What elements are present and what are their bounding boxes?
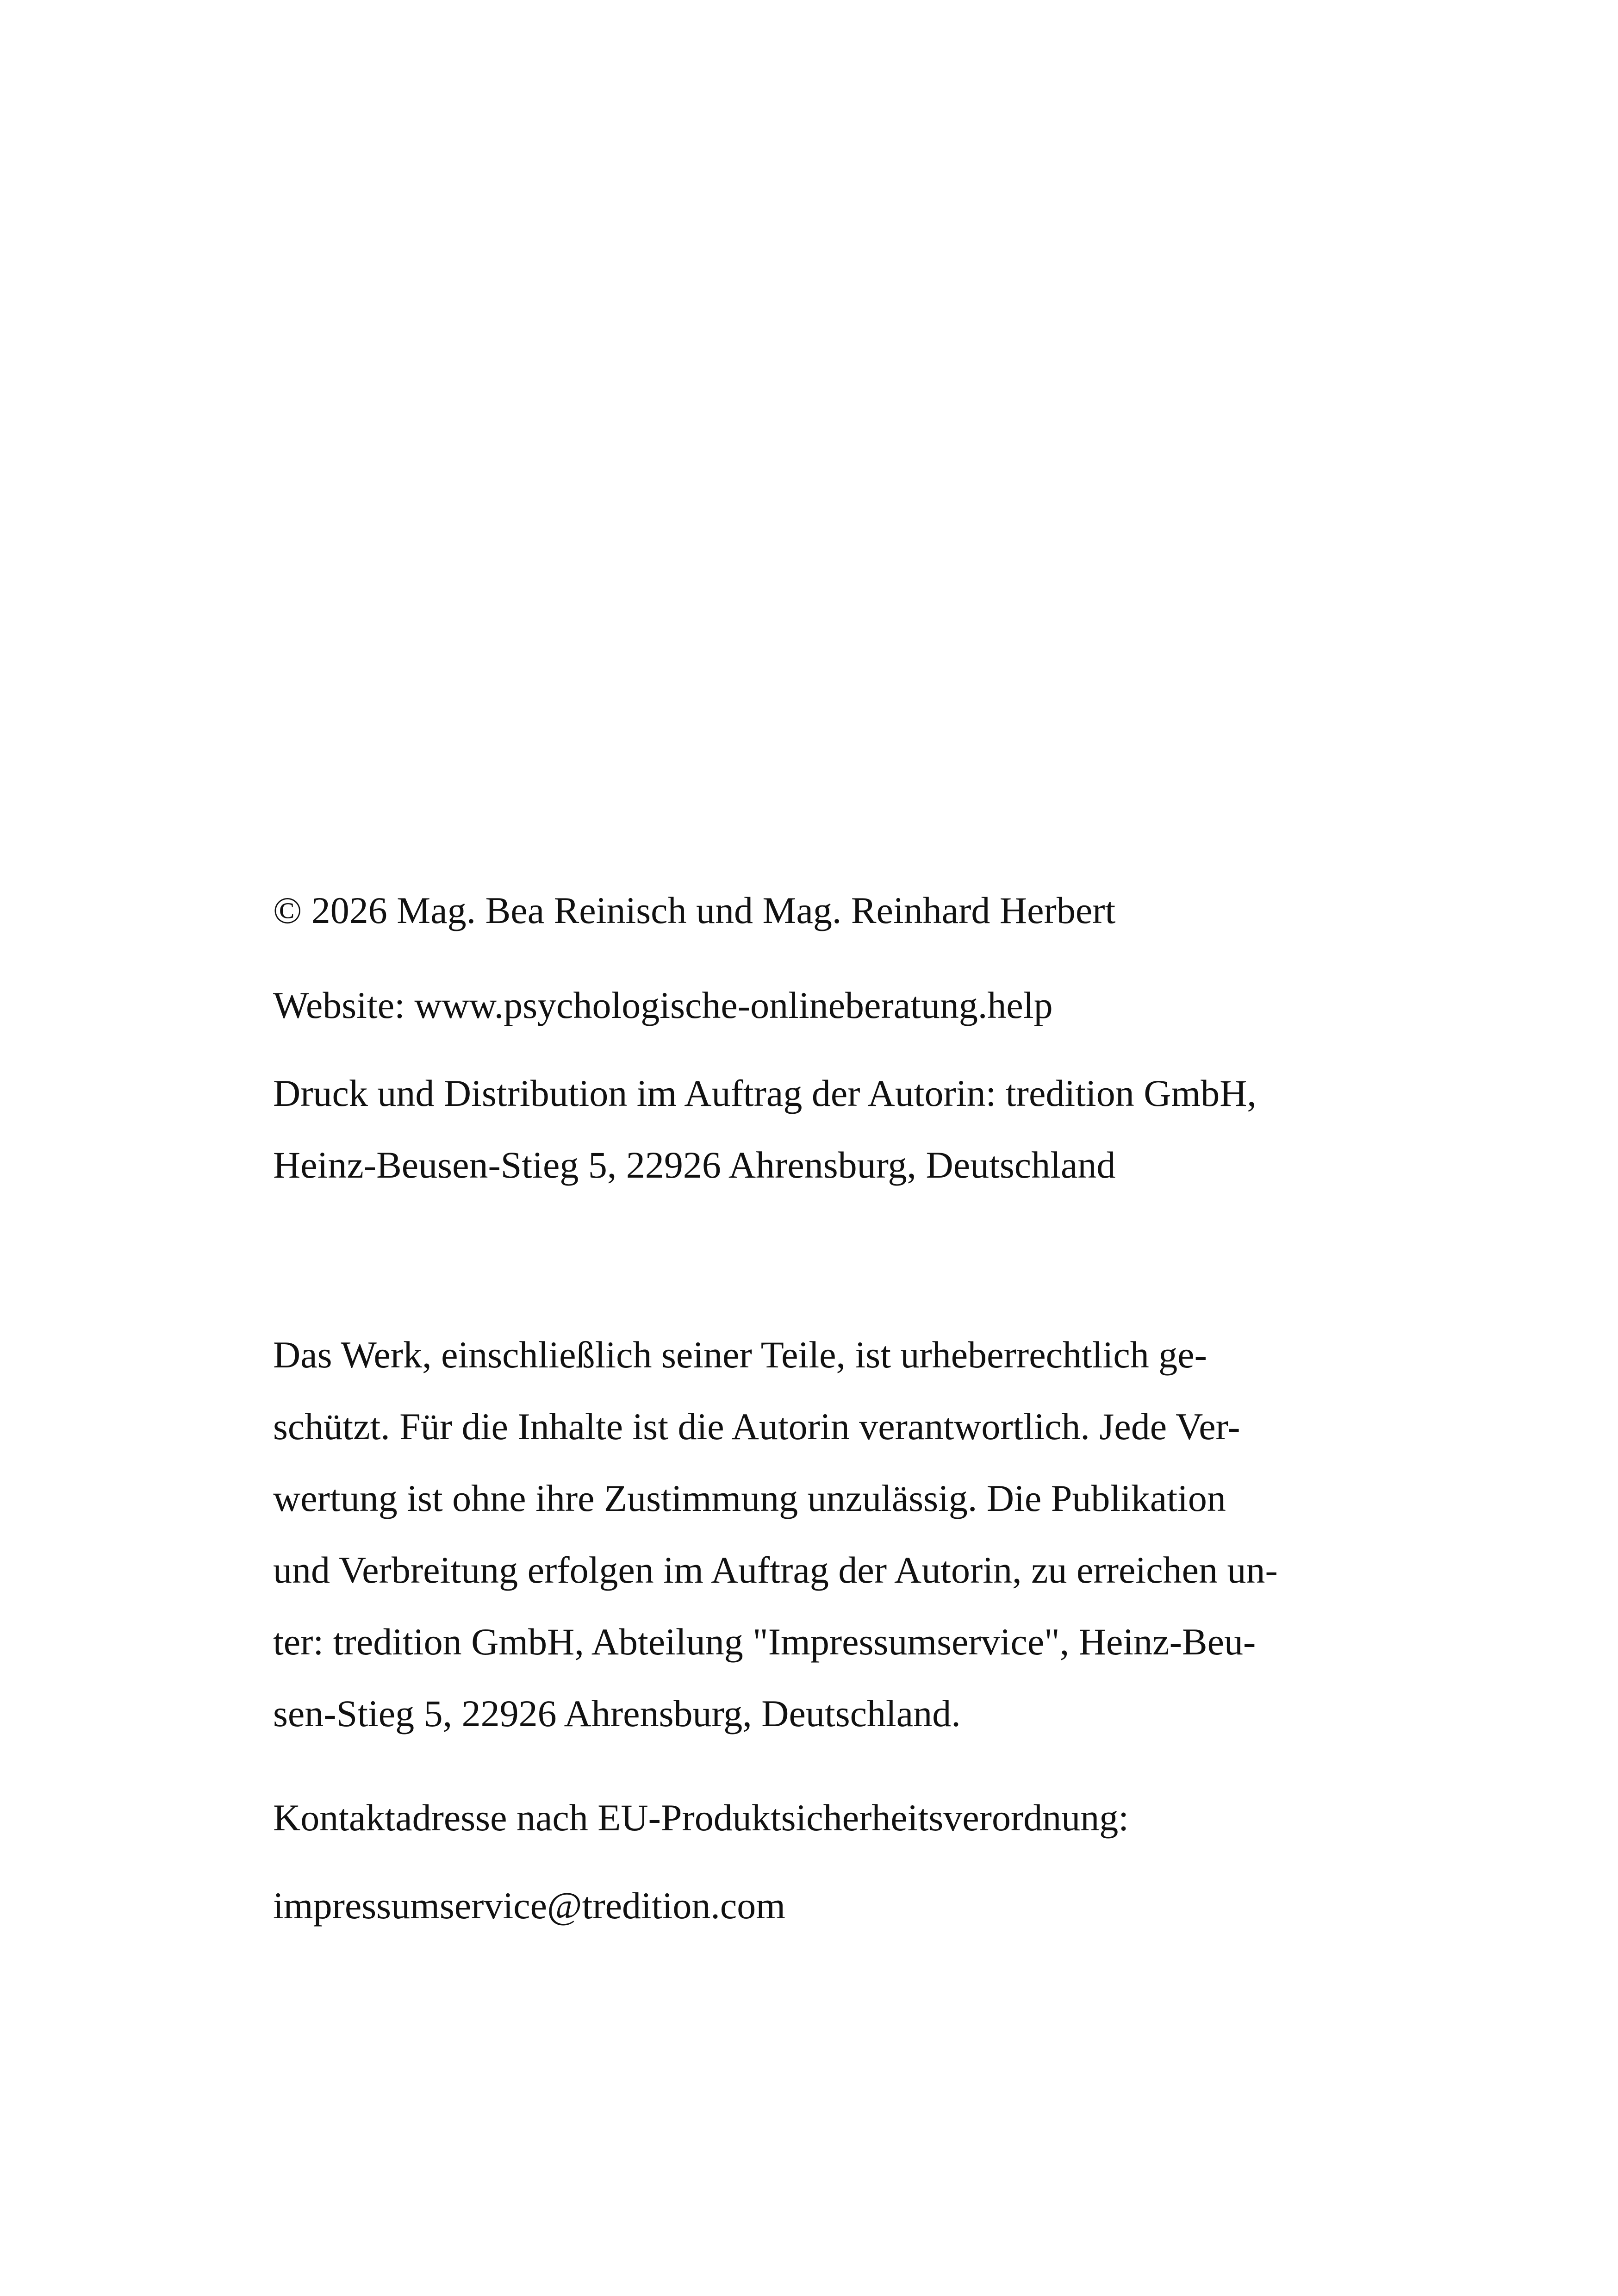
- legal-line: schützt. Für die Inhalte ist die Autorin verantwortlich. Jede Ver-: [273, 1405, 1240, 1447]
- printing-line-2: Heinz-Beusen-Stieg 5, 22926 Ahrensburg, Deutschland: [273, 1144, 1116, 1186]
- website-line: Website: www.psychologische-onlineberatung.help: [273, 984, 1053, 1026]
- copyright-line: © 2026 Mag. Bea Reinisch und Mag. Reinhard Herbert: [273, 889, 1116, 931]
- legal-line: sen-Stieg 5, 22926 Ahrensburg, Deutschland.: [273, 1692, 961, 1734]
- legal-line: Das Werk, einschließlich seiner Teile, ist urheberrechtlich ge-: [273, 1334, 1207, 1376]
- legal-line: und Verbreitung erfolgen im Auftrag der Autorin, zu erreichen un-: [273, 1549, 1278, 1591]
- contact-email: impressumservice@tredition.com: [273, 1884, 786, 1927]
- contact-label: Kontaktadresse nach EU-Produktsicherheitsverordnung:: [273, 1797, 1129, 1839]
- printing-line-1: Druck und Distribution im Auftrag der Autorin: tredition GmbH,: [273, 1072, 1257, 1114]
- legal-line: wertung ist ohne ihre Zustimmung unzulässig. Die Publikation: [273, 1477, 1226, 1519]
- legal-line: ter: tredition GmbH, Abteilung "Impressumservice", Heinz-Beu-: [273, 1621, 1256, 1663]
